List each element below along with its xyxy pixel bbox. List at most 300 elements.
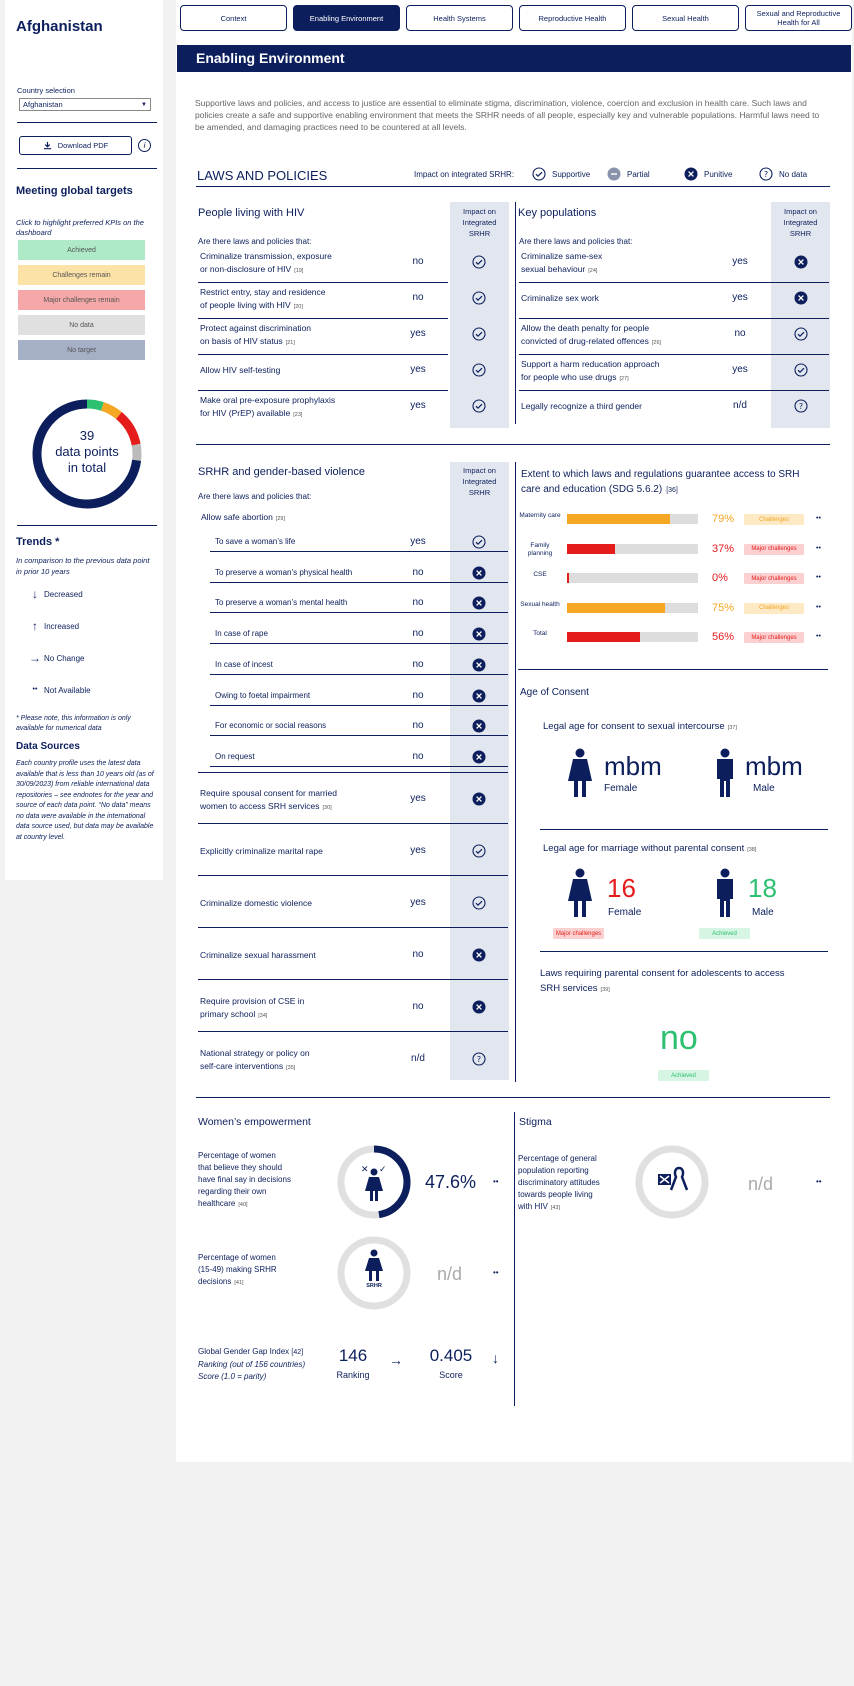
row-question-l2-text: primary school: [200, 1009, 256, 1019]
divider: [17, 122, 157, 123]
row-divider: [198, 318, 448, 319]
impact-legend-3: No data: [779, 170, 808, 179]
impact-legend-2: Punitive: [704, 170, 733, 179]
row-answer: yes: [410, 845, 426, 856]
are-there-label: Are there laws and policies that:: [519, 237, 633, 246]
impact-header-l1: Impact on: [463, 466, 496, 475]
sdg-bar-bg-2: [567, 573, 698, 583]
row-question-l1: National strategy or policy on: [200, 1048, 310, 1058]
impact-header: [771, 206, 830, 239]
row-ref: [27]: [619, 376, 629, 382]
row-answer: yes: [410, 897, 426, 908]
sdg-trend-3: ••: [816, 603, 821, 611]
women-title: Women’s empowerment: [198, 1116, 311, 1128]
sdg-trend-4: ••: [816, 633, 821, 640]
kpi1-l5: healthcare: [198, 1199, 236, 1208]
sdg-category-0: Maternity care: [519, 512, 561, 519]
abortion-question-3: In case of rape: [215, 629, 268, 639]
kp-title: Key populations: [518, 207, 597, 219]
impact-column: [450, 462, 509, 1080]
row-divider: [519, 318, 829, 319]
row-question-l2-text: on basis of HIV status: [200, 336, 283, 346]
sdg-category-3: Sexual health: [520, 600, 560, 608]
row-question-l1: Criminalize same-sex: [521, 251, 603, 261]
impact-header-l2: Integrated: [783, 218, 818, 227]
row-question-l2-text: for people who use drugs: [521, 372, 617, 382]
punitive-x-icon: [472, 689, 486, 703]
row-question-l1: Criminalize sex work: [521, 293, 599, 303]
stigma-ref: [43]: [550, 1205, 560, 1211]
row-ref: [23]: [293, 412, 303, 418]
row-answer: n/d: [411, 1053, 425, 1064]
targets-hint: Click to highlight preferred KPIs on the dashboard: [16, 218, 144, 237]
row-question-3: [200, 949, 410, 962]
row-question-1: [521, 292, 731, 305]
ggg-title: Global Gender Gap Index: [198, 1347, 290, 1356]
no-data-question-icon: [472, 1052, 486, 1066]
abortion-answer-6: no: [412, 720, 424, 732]
kpi2-ref: [41]: [234, 1280, 244, 1286]
ggg-rank: 146: [338, 1346, 368, 1365]
row-question-l2-text: self-care interventions: [200, 1061, 284, 1071]
sex-consent-title-text: Legal age for consent to sexual intercourse: [543, 721, 725, 732]
sdg-ref: [36]: [666, 487, 678, 494]
kpi2-icon-label: SRHR: [366, 1283, 382, 1289]
punitive-x-icon: [472, 948, 486, 962]
row-ref: [24]: [588, 268, 598, 274]
kpi1-text: [198, 1150, 291, 1211]
marriage-male-value: 18: [748, 873, 777, 903]
row-question-2: [521, 322, 731, 350]
sdg-title: [521, 467, 821, 498]
row-ref: [34]: [258, 1013, 268, 1019]
chevron-down-icon: ▼: [141, 101, 147, 108]
trend-label-1: Increased: [44, 622, 80, 631]
row-divider: [198, 354, 448, 355]
supportive-check-icon: [472, 291, 486, 305]
marriage-female-badge: Major challenges: [553, 928, 604, 939]
supportive-check-icon: [794, 327, 808, 341]
divider: [196, 444, 830, 445]
marriage-ref: [38]: [747, 847, 757, 853]
female-icon: [567, 868, 593, 918]
row-question-1: [200, 845, 410, 858]
punitive-x-icon: [472, 1000, 486, 1014]
row-answer: no: [412, 949, 424, 960]
country-title: Afghanistan: [16, 18, 103, 35]
donut-line1: data points: [55, 444, 119, 459]
row-divider: [210, 735, 508, 736]
row-question-3: [200, 364, 410, 377]
row-divider: [198, 927, 508, 928]
kpi1-trend: ••: [493, 1177, 499, 1186]
stigma-l4: towards people living: [518, 1190, 593, 1199]
row-ref: [20]: [293, 304, 303, 310]
kpi2-l2: (15-49) making SRHR: [198, 1265, 277, 1274]
kpi1-ref: [40]: [238, 1202, 248, 1208]
supportive-check-icon: [472, 255, 486, 269]
allow-abortion-text: Allow safe abortion: [201, 512, 273, 522]
abortion-question-1: To preserve a woman’s physical health: [215, 567, 353, 577]
no-data-question-icon: [759, 167, 773, 181]
divider: [17, 168, 157, 169]
impact-header-l1: Impact on: [463, 207, 496, 216]
parental-badge: Achieved: [658, 1070, 709, 1081]
svg-text:?: ?: [476, 1055, 482, 1064]
marriage-title-text: Legal age for marriage without parental consent: [543, 843, 745, 854]
sex-consent-female-value: mbm: [604, 751, 662, 781]
allow-abortion-label: [201, 512, 285, 522]
row-answer: yes: [410, 328, 426, 339]
are-there-label: Are there laws and policies that:: [198, 237, 312, 246]
punitive-x-icon: [684, 167, 698, 181]
kpi1-value: 47.6%: [425, 1172, 477, 1192]
parental-title-l2: SRH services: [540, 983, 598, 994]
row-question-l2: [521, 263, 731, 278]
trend-icon-1: ↑: [32, 619, 38, 633]
row-divider: [519, 390, 829, 391]
abortion-question-0: To save a woman’s life: [215, 537, 296, 546]
row-answer: yes: [410, 400, 426, 411]
row-question-l2-text: sexual behaviour: [521, 264, 586, 274]
stigma-trend: ••: [816, 1177, 822, 1186]
sdg-trend-2: ••: [816, 574, 821, 581]
punitive-x-icon: [794, 291, 808, 305]
sdg-value-4: 56%: [712, 631, 735, 643]
donut-label: [28, 428, 146, 476]
row-question-l1: Make oral pre-exposure prophylaxis: [200, 395, 336, 405]
supportive-check-icon: [472, 844, 486, 858]
row-divider: [210, 551, 508, 552]
punitive-x-icon: [472, 596, 486, 610]
female-label: Female: [604, 783, 638, 794]
punitive-x-icon: [472, 658, 486, 672]
trends-title: Trends *: [16, 536, 60, 548]
row-answer: no: [412, 1001, 424, 1012]
row-question-l2-text: convicted of drug-related offences: [521, 336, 649, 346]
row-divider: [210, 612, 508, 613]
row-answer: yes: [732, 292, 748, 303]
abortion-answer-2: no: [412, 597, 424, 609]
punitive-x-icon: [472, 627, 486, 641]
laws-title: LAWS AND POLICIES: [197, 168, 328, 183]
row-question-l2: [521, 371, 731, 386]
row-divider: [198, 390, 448, 391]
ggg-ref: [42]: [291, 1349, 304, 1356]
impact-header-l3: SRHR: [789, 229, 812, 238]
targets-title: Meeting global targets: [16, 185, 133, 197]
stigma-title: Stigma: [519, 1116, 552, 1128]
kpi2-text: [198, 1252, 277, 1289]
target-legend-3[interactable]: No data: [18, 315, 145, 335]
svg-text:✕: ✕: [361, 1165, 369, 1175]
target-legend-0[interactable]: Achieved: [18, 240, 145, 260]
male-label: Male: [753, 783, 775, 794]
svg-text:?: ?: [798, 402, 804, 411]
sources-title: Data Sources: [16, 741, 80, 752]
abortion-question-2: To preserve a woman’s mental health: [215, 598, 348, 608]
row-question-l1: Criminalize domestic violence: [200, 898, 312, 908]
supportive-check-icon: [472, 896, 486, 910]
abortion-question-7: On request: [215, 751, 255, 761]
sdg-category-1: Family planning: [527, 541, 553, 557]
donut-count: 39: [79, 428, 95, 443]
row-answer: no: [412, 256, 424, 267]
kpi1-l3: have final say in decisions: [198, 1175, 291, 1184]
row-question-4: [200, 995, 410, 1023]
trend-icon-0: ↓: [32, 587, 38, 601]
row-question-4: [200, 394, 410, 422]
trend-icon-3: ••: [32, 686, 38, 693]
divider: [540, 829, 828, 830]
row-answer: no: [412, 292, 424, 303]
abortion-answer-1: no: [412, 566, 424, 578]
divider: [17, 525, 157, 526]
kpi2-trend: ••: [493, 1268, 499, 1277]
tab-health-systems[interactable]: Health Systems: [406, 5, 513, 31]
impact-header-l3: SRHR: [468, 488, 491, 497]
impact-header-l2: Integrated: [462, 218, 497, 227]
tab-bar: [180, 5, 852, 31]
female-label: Female: [608, 907, 642, 918]
row-divider: [210, 674, 508, 675]
stigma-text: [518, 1153, 600, 1214]
row-question-2: [200, 322, 410, 350]
punitive-x-icon: [794, 255, 808, 269]
impact-header: [450, 465, 509, 498]
intro-text: Supportive laws and policies, and access to justice are essential to eliminate stigma, discrimination, violence, coercion and exclusion in health care. Such laws and policies create a safe and supportive enabling environment that meets the SRHR needs of all people, especially key and vulnerable populations. Harmful laws need to be amended, and damaging practices need to be countered at all levels.: [195, 98, 820, 132]
row-divider: [198, 282, 448, 283]
svg-text:✓: ✓: [379, 1165, 387, 1175]
punitive-x-icon: [472, 750, 486, 764]
consent-title: Age of Consent: [520, 687, 589, 698]
kpi2-value: n/d: [437, 1264, 463, 1284]
ggg-score: 0.405: [429, 1346, 473, 1365]
download-icon: [43, 141, 52, 150]
parental-ref: [39]: [600, 987, 610, 993]
sdg-title-text: Extent to which laws and regulations guarantee access to SRH care and education (SDG 5.6.2): [521, 469, 800, 495]
marriage-title: [543, 843, 756, 854]
row-divider: [210, 582, 508, 583]
row-answer: yes: [732, 256, 748, 267]
sdg-bar-bg-3: [567, 603, 698, 613]
sdg-status-2: Major challenges: [744, 573, 804, 584]
row-question-5: [200, 1047, 410, 1075]
sex-consent-male-value: mbm: [745, 751, 803, 781]
supportive-check-icon: [472, 327, 486, 341]
impact-header-l1: Impact on: [784, 207, 817, 216]
stigma-value: n/d: [748, 1174, 774, 1194]
divider: [515, 202, 516, 424]
no-data-question-icon: [794, 399, 808, 413]
sdg-category-4: Total: [533, 630, 547, 637]
parental-value: no: [660, 1019, 698, 1057]
supportive-check-icon: [472, 535, 486, 549]
kpi2-l3: decisions: [198, 1277, 232, 1286]
row-answer: yes: [732, 364, 748, 375]
sources-text: Each country profile uses the latest data available that is less than 10 years old (as of 30/09/2023) from reliable international data repositories – see endnotes for the year and source of each data point. “No data” means no data were available in the international data source used, but data may be available at country level.: [16, 760, 154, 841]
stigma-gauge: [634, 1144, 710, 1220]
stigma-l1: Percentage of general: [518, 1154, 597, 1163]
allow-abortion-ref: [29]: [275, 516, 286, 522]
stigma-l3: discriminatory attitudes: [518, 1178, 600, 1187]
row-divider: [198, 979, 508, 980]
download-pdf-button[interactable]: [19, 136, 132, 155]
target-legend-4[interactable]: No target: [18, 340, 145, 360]
ggg-rank-label: Ranking: [336, 1370, 370, 1380]
stigma-l5: with HIV: [518, 1202, 548, 1211]
row-answer: yes: [410, 364, 426, 375]
donut-segment: [87, 404, 102, 406]
sdg-category-2: CSE: [533, 571, 547, 578]
punitive-x-icon: [472, 792, 486, 806]
row-ref: [19]: [294, 268, 304, 274]
sdg-bar-3: [567, 603, 665, 613]
row-question-l1: Criminalize transmission, exposure: [200, 251, 332, 261]
ggg-score-label: Score: [439, 1370, 463, 1380]
abortion-answer-5: no: [412, 689, 424, 701]
sdg-bar-0: [567, 514, 670, 524]
sdg-bar-2: [567, 573, 569, 583]
tab-sexual-health[interactable]: Sexual Health: [632, 5, 739, 31]
row-divider: [198, 772, 508, 773]
tab-context[interactable]: Context: [180, 5, 287, 31]
row-divider: [198, 875, 508, 876]
row-question-l2: [200, 299, 410, 314]
row-question-l2: [200, 335, 410, 350]
are-there-label: Are there laws and policies that:: [198, 492, 312, 501]
tab-enabling-environment[interactable]: Enabling Environment: [293, 5, 400, 31]
marriage-female-value: 16: [607, 873, 636, 903]
download-pdf-label: Download PDF: [57, 141, 109, 150]
divider: [196, 186, 830, 187]
row-question-l1: Protect against discrimination: [200, 323, 312, 333]
male-label: Male: [752, 907, 774, 918]
sdg-bar-bg-1: [567, 544, 698, 554]
impact-header: [450, 206, 509, 239]
plhiv-title: People living with HIV: [198, 207, 305, 219]
row-question-l2-text: or non-disclosure of HIV: [200, 264, 292, 274]
info-icon[interactable]: i: [138, 139, 151, 152]
sdg-status-0: Challenges: [744, 514, 804, 525]
marriage-male-badge: Achieved: [699, 928, 750, 939]
male-icon: [712, 868, 738, 918]
row-divider: [210, 705, 508, 706]
supportive-check-icon: [532, 167, 546, 181]
impact-legend-1: Partial: [627, 170, 650, 179]
target-legend-1[interactable]: Challenges remain: [18, 265, 145, 285]
sdg-bar-bg-0: [567, 514, 698, 524]
row-question-l1: Restrict entry, stay and residence: [200, 287, 326, 297]
impact-header-l3: SRHR: [468, 229, 491, 238]
tab-reproductive-health[interactable]: Reproductive Health: [519, 5, 626, 31]
kpi1-l4: regarding their own: [198, 1187, 267, 1196]
row-question-l1: Require spousal consent for married: [200, 788, 338, 798]
abortion-question-6: For economic or social reasons: [215, 721, 327, 731]
target-legend-2[interactable]: Major challenges remain: [18, 290, 145, 310]
row-question-l1: Support a harm reducation approach: [521, 359, 660, 369]
row-question-l1: Allow HIV self-testing: [200, 365, 281, 375]
sdg-status-1: Major challenges: [744, 544, 804, 555]
sdg-trend-1: ••: [816, 544, 821, 552]
sdg-value-0: 79%: [712, 513, 735, 525]
row-divider: [210, 766, 508, 767]
row-question-4: [521, 400, 731, 413]
trends-hint: In comparison to the previous data point in prior 10 years: [16, 556, 150, 576]
row-question-l1: Criminalize sexual harassment: [200, 950, 316, 960]
sidebar: [5, 0, 163, 880]
sdg-value-3: 75%: [712, 601, 735, 614]
punitive-x-icon: [472, 719, 486, 733]
female-icon: [567, 748, 593, 798]
country-select[interactable]: [19, 98, 151, 111]
row-question-1: [200, 286, 410, 314]
kpi2-l1: Percentage of women: [198, 1253, 276, 1262]
sex-consent-ref: [37]: [727, 725, 737, 731]
punitive-x-icon: [472, 566, 486, 580]
row-answer: n/d: [733, 400, 747, 411]
trend-label-3: Not Available: [44, 686, 91, 695]
row-question-l2-text: of people living with HIV: [200, 300, 291, 310]
partial-minus-icon: [607, 167, 621, 181]
abortion-question-5: Owing to foetal impairment: [215, 690, 311, 700]
parental-title: [540, 966, 830, 998]
divider: [518, 669, 828, 670]
sdg-trend-0: ••: [816, 515, 821, 522]
row-ref: [30]: [322, 805, 332, 811]
row-question-l2: [521, 335, 731, 350]
impact-legend-label: Impact on integrated SRHR:: [414, 170, 515, 179]
divider: [196, 1097, 830, 1098]
row-question-2: [200, 897, 410, 910]
abortion-answer-7: no: [412, 750, 424, 762]
row-ref: [35]: [286, 1065, 296, 1071]
kpi1-l2: that believe they should: [198, 1163, 283, 1172]
row-divider: [210, 643, 508, 644]
tab-srh-for-all[interactable]: Sexual and Reproductive Health for All: [745, 5, 852, 31]
woman-icon: [364, 1249, 384, 1281]
ggg-text: [198, 1346, 305, 1383]
sdg-bar-bg-4: [567, 632, 698, 642]
sdg-bar-4: [567, 632, 640, 642]
row-question-3: [521, 358, 731, 386]
male-icon: [712, 748, 738, 798]
abortion-question-4: In case of incest: [215, 659, 273, 669]
trend-icon-2: →: [29, 651, 41, 665]
supportive-check-icon: [472, 399, 486, 413]
row-question-l2: [200, 800, 410, 815]
trend-label-0: Decreased: [44, 590, 83, 599]
abortion-answer-3: no: [412, 628, 424, 640]
parental-title-l1: Laws requiring parental consent for adolescents to access: [540, 968, 785, 979]
row-question-l2: [200, 1060, 410, 1075]
row-answer: no: [734, 328, 746, 339]
sdg-status-4: Major challenges: [744, 632, 804, 643]
kpi1-l1: Percentage of women: [198, 1151, 276, 1160]
divider: [515, 462, 516, 1082]
abortion-answer-4: no: [412, 658, 424, 670]
row-question-l1: Legally recognize a third gender: [521, 401, 642, 411]
supportive-check-icon: [794, 363, 808, 377]
row-question-l2-text: women to access SRH services: [200, 801, 320, 811]
divider: [514, 1112, 515, 1406]
impact-header-l2: Integrated: [462, 477, 497, 486]
row-question-0: [200, 250, 410, 278]
row-question-0: [200, 787, 410, 815]
donut-segment: [102, 406, 118, 415]
donut-line2: in total: [67, 460, 107, 475]
divider: [540, 951, 828, 952]
